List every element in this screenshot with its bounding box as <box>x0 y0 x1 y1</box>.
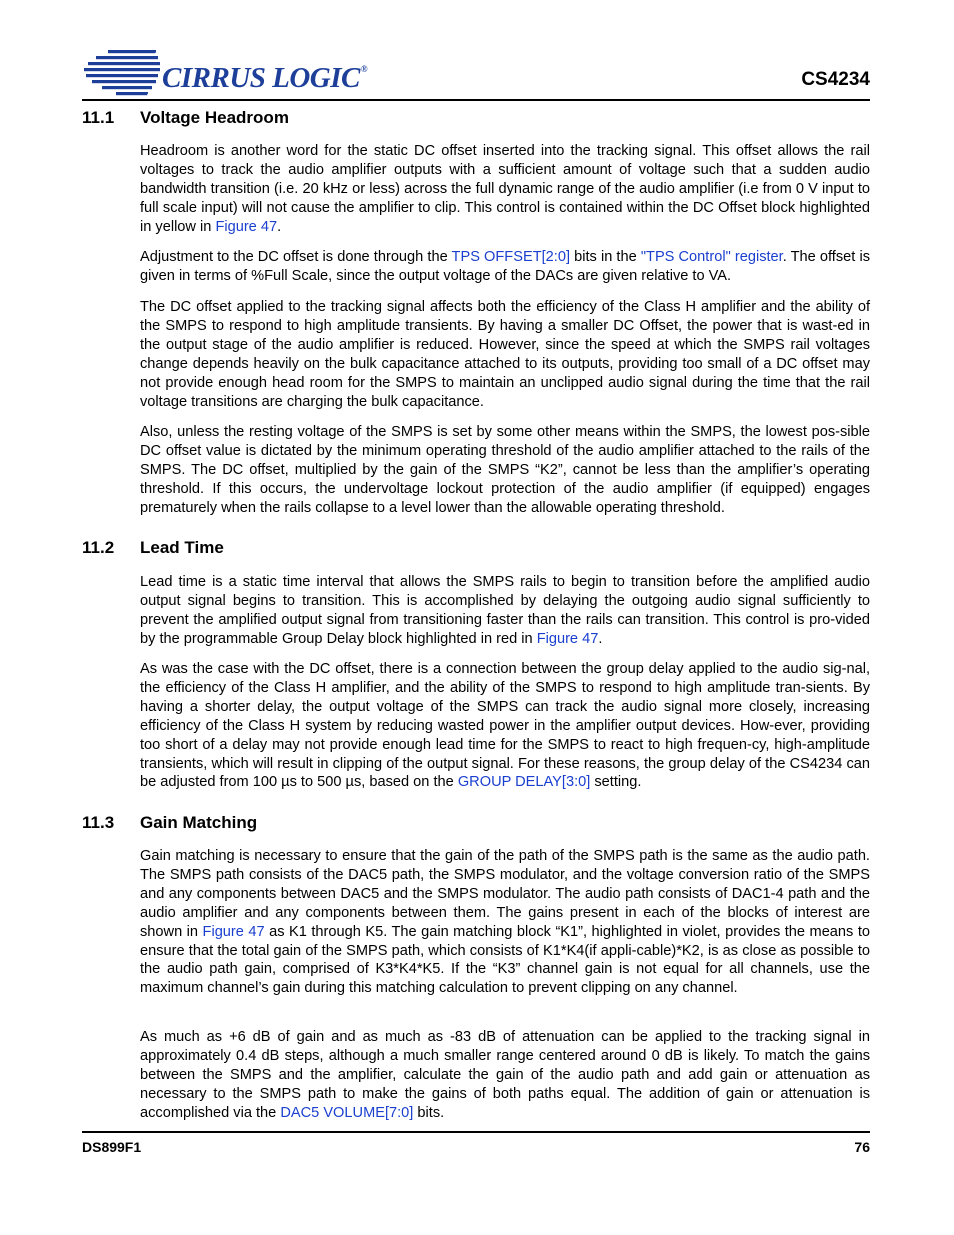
paragraph: The DC offset applied to the tracking signal affects both the efficiency of the Class H amplifier and the ability of the SMPS to respond to high amplitude transients. By having a smaller DC Offset, the power that is wast-ed in the output stage of the audio amplifier is reduced. However, since the speed at which the SMPS rail voltages change depends heavily on the bulk capacitance attached to its outputs, providing too small of a DC offset may not provide enough head room for the SMPS to maintain an unclipped audio signal during the time that the rail voltage transitions are charging the bulk capacitance. <box>140 299 870 410</box>
cirrus-logic-logo <box>82 46 368 98</box>
section-title: Voltage Headroom <box>140 108 289 127</box>
section-number: 11.1 <box>82 108 115 127</box>
group-delay-link[interactable]: GROUP DELAY[3:0] <box>457 774 591 791</box>
section-heading-lead-time <box>82 538 224 558</box>
paragraph: As was the case with the DC offset, there is a connection between the group delay applied to the audio sig-nal, the efficiency of the Class H amplifier, and the ability of the SMPS to respond to high amplitude tran-sients. By having a shorter delay, the output voltage of the SMPS can track the audio signal more closely, increasing efficiency of the Class H system by reducing wasted power in the amplifier output devices. How-ever, providing too short of a delay may not provide enough lead time for the SMPS to react to high frequen-cy, high-amplitude transients, which will result in clipping of the output signal. For these reasons, the group delay of the CS4234 can be adjusted from 100 µs to 500 µs, based on the GROUP DELAY[3:0] setting. <box>140 661 870 791</box>
section-title: Gain Matching <box>140 813 258 832</box>
paragraph: Lead time is a static time interval that allows the SMPS rails to begin to transition before the amplified audio output signal begins to transition. This is accomplished by delaying the outgoing audio signal sufficiently to prevent the amplified output signal from transitioning faster than the rails can transition. This control is pro-vided by the programmable Group Delay block highlighted in red in Figure 47. <box>140 574 870 647</box>
paragraph: Also, unless the resting voltage of the SMPS is set by some other means within the SMPS, the lowest pos-sible DC offset value is dictated by the minimum operating threshold of the audio amplifier attached to the rails of the SMPS. The DC offset, multiplied by the gain of the SMPS “K2”, cannot be less than the amplifier’s operating threshold. If this occurs, the undervoltage lockout protection of the audio amplifier (if equipped) engages prematurely when the rails collapse to a level lower than the allowable operating threshold. <box>140 424 870 516</box>
figure-47-link[interactable]: Figure 47 <box>202 923 265 940</box>
tps-offset-link[interactable]: TPS OFFSET[2:0] <box>451 249 571 265</box>
section-number: 11.3 <box>82 813 115 832</box>
logo-wordmark: CIRRUS LOGIC® <box>162 62 368 94</box>
part-number: CS4234 <box>801 69 870 90</box>
page-header <box>82 44 870 102</box>
section-title: Lead Time <box>140 538 224 557</box>
figure-47-link[interactable]: Figure 47 <box>536 630 599 647</box>
footer-rule <box>82 1131 870 1133</box>
paragraph: As much as +6 dB of gain and as much as -83 dB of attenuation can be applied to the tracking signal in approximately 0.4 dB steps, although a much smaller range centered around 0 dB is likely. To match the gains between the SMPS and the amplifier, calculate the gain of the audio path and add gain or attenuation as necessary to the SMPS path to make the gains of both paths equal. The addition of gain or attenuation is accomplished via the DAC5 VOLUME[7:0] bits. <box>140 1029 870 1121</box>
tps-control-register-link[interactable]: "TPS Control" register <box>640 249 783 265</box>
paragraph: Gain matching is necessary to ensure that the gain of the path of the SMPS path is the same as the audio path. The SMPS path consists of the DAC5 path, the SMPS modulator, and the voltage conversion ratio of the SMPS and any components between DAC5 and the SMPS modulator. The audio path consists of DAC1-4 path and the audio amplifier and any components between them. The gains present in each of the blocks of interest are shown in Figure 47 as K1 through K5. The gain matching block “K1”, highlighted in violet, provides the means to ensure that the total gain of the SMPS path, which consists of K1*K4(if appli-cable)*K2, is as close as possible to the audio path gain, comprised of K3*K4*K5. If the “K3” channel gain is not equal for all channels, use the maximum channel’s gain during this matching calculation to prevent clipping on any channel. <box>140 848 870 997</box>
cirrus-logo-swoosh-icon <box>82 46 164 98</box>
dac5-volume-link[interactable]: DAC5 VOLUME[7:0] <box>280 1104 414 1121</box>
header-rule <box>82 99 870 101</box>
figure-47-link[interactable]: Figure 47 <box>215 218 278 235</box>
section-number: 11.2 <box>82 538 115 557</box>
paragraph: Headroom is another word for the static DC offset inserted into the tracking signal. This offset allows the rail voltages to track the audio amplifier outputs with a sufficient amount of voltage such that a sudden audio bandwidth transition (i.e. 20 kHz or less) across the full dynamic range of the audio amplifier (i.e from 0 V input to full scale input) will not cause the amplifier to clip. This control is contained within the DC Offset block highlighted in yellow in Figure 47. <box>140 143 870 235</box>
page-number: 76 <box>854 1139 870 1155</box>
paragraph: Adjustment to the DC offset is done through the TPS OFFSET[2:0] bits in the "TPS Control" register. The offset is given in terms of %Full Scale, since the output voltage of the DACs are given relative to VA. <box>140 249 870 284</box>
registered-mark: ® <box>360 64 368 74</box>
document-id: DS899F1 <box>82 1139 142 1155</box>
section-heading-voltage-headroom <box>82 108 289 128</box>
section-heading-gain-matching <box>82 813 257 833</box>
